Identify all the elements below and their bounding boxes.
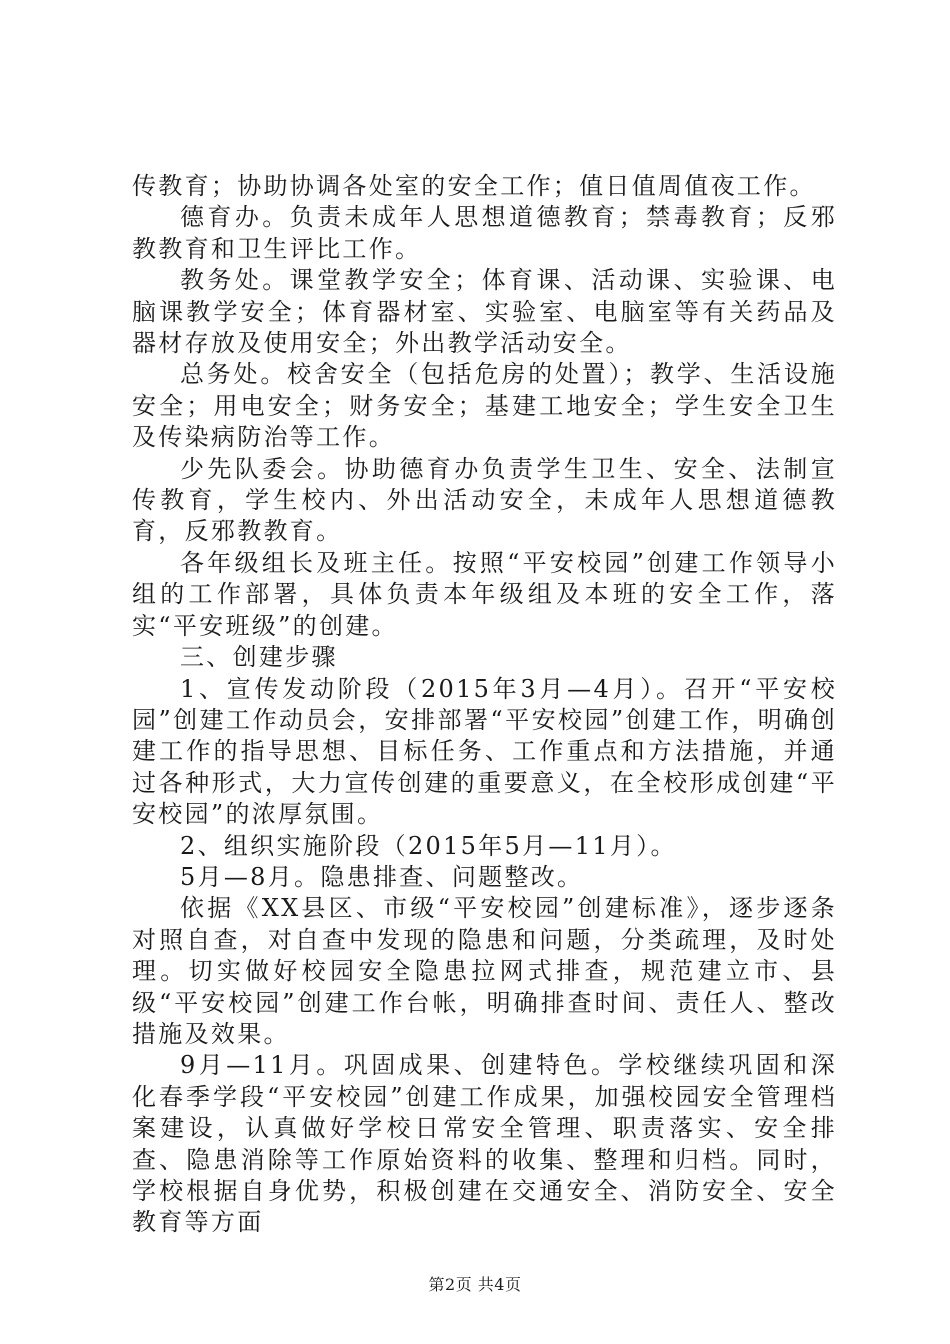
paragraph-may-aug: 5月—8月。隐患排查、问题整改。 [180,862,584,891]
paragraph-step-1: 1、宣传发动阶段（2015年3月—4月）。召开“平安校园”创建工作动员会，安排部署“平安校园”创建工作，明确创建工作的指导思想、目标任务、工作重点和方法措施，并通过各种形式，大力宣传创建的重要意义，在全校形成创建“平安校园”的浓厚氛围。 [132,674,837,829]
section-heading-steps: 三、创建步骤 [180,643,338,672]
paragraph-young-pioneers: 少先队委会。协助德育办负责学生卫生、安全、法制宣传教育，学生校内、外出活动安全，未成年人思想道德教育，反邪教教育。 [132,454,837,546]
page-number-footer: 第2页 共4页 [428,1275,522,1294]
paragraph-moral-education-office: 德育办。负责未成年人思想道德教育；禁毒教育；反邪教教育和卫生评比工作。 [132,203,837,263]
document-body [132,171,837,1239]
paragraph-general-affairs: 总务处。校舍安全（包括危房的处置）；教学、生活设施安全；用电安全；财务安全；基建工地安全；学生安全卫生及传染病防治等工作。 [132,360,837,452]
paragraph-step-2: 2、组织实施阶段（2015年5月—11月）。 [180,831,677,860]
paragraph-grade-leaders: 各年级组长及班主任。按照“平安校园”创建工作领导小组的工作部署，具体负责本年级组及本班的安全工作，落实“平安班级”的创建。 [132,548,837,640]
paragraph-sep-nov: 9月—11月。巩固成果、创建特色。学校继续巩固和深化春季学段“平安校园”创建工作成果，加强校园安全管理档案建设，认真做好学校日常安全管理、职责落实、安全排查、隐患消除等工作原始资料的收集、整理和归档。同时，学校根据自身优势，积极创建在交通安全、消防安全、安全教育等方面 [132,1051,837,1237]
paragraph-academic-affairs: 教务处。课堂教学安全；体育课、活动课、实验课、电脑课教学安全；体育器材室、实验室、电脑室等有关药品及器材存放及使用安全；外出教学活动安全。 [132,266,837,358]
paragraph-continuation: 传教育；协助协调各处室的安全工作；值日值周值夜工作。 [132,172,816,200]
paragraph-self-check: 依据《XX县区、市级“平安校园”创建标准》，逐步逐条对照自查，对自查中发现的隐患和问题，分类疏理，及时处理。切实做好校园安全隐患拉网式排查，规范建立市、县级“平安校园”创建工作台帐，明确排查时间、责任人、整改措施及效果。 [132,894,837,1048]
